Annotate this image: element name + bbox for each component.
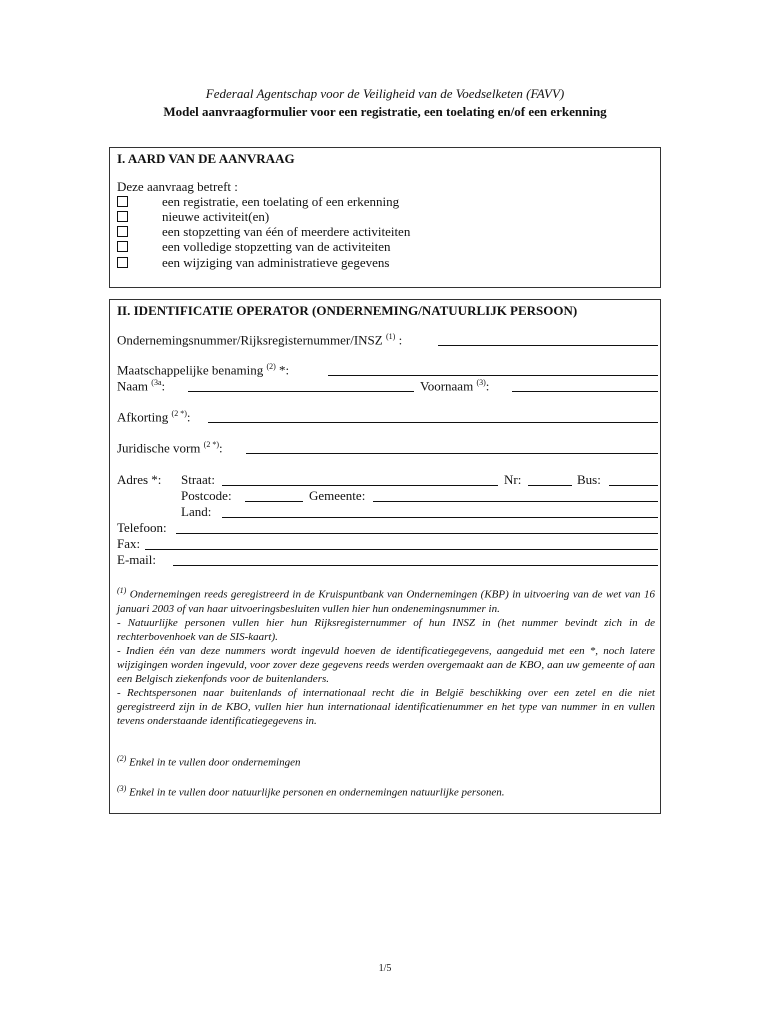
bus-label: Bus: [577, 472, 601, 487]
section-2-title: II. IDENTIFICATIE OPERATOR (ONDERNEMING/NATUURLIJK PERSOON) [117, 303, 578, 318]
bus-input[interactable] [609, 485, 658, 486]
checkbox-stop-activities[interactable] [117, 226, 128, 237]
option-full-stop: een volledige stopzetting van de activiteiten [162, 239, 391, 254]
country-input[interactable] [222, 517, 658, 518]
option-admin-change: een wijziging van administratieve gegevens [162, 255, 390, 270]
nr-label: Nr: [504, 472, 522, 487]
company-number-label: Ondernemingsnummer/Rijksregisternummer/INSZ $^{(1)}$ : [117, 332, 403, 348]
municipality-input[interactable] [373, 501, 658, 502]
checkbox-new-activity[interactable] [117, 211, 128, 222]
request-concerns-label: Deze aanvraag betreft : [117, 179, 238, 194]
postcode-label: Postcode: [181, 488, 232, 503]
page-number: 1/5 [378, 963, 392, 974]
nr-input[interactable] [528, 485, 572, 486]
option-stop-activities: een stopzetting van één of meerdere activiteiten [162, 224, 411, 239]
first-name-label: Voornaam $^{(3)}$: [420, 378, 490, 394]
phone-input[interactable] [176, 533, 658, 534]
legal-form-input[interactable] [246, 453, 658, 454]
name-input[interactable] [188, 391, 414, 392]
postcode-input[interactable] [245, 501, 303, 502]
fax-input[interactable] [145, 549, 658, 550]
company-name-input[interactable] [328, 375, 658, 376]
legal-form-label: Juridische vorm $^{(2 *)}$: [117, 440, 223, 456]
abbreviation-label: Afkorting $^{(2 *)}$: [117, 409, 191, 425]
section-1-title: I. AARD VAN DE AANVRAAG [117, 151, 295, 166]
form-title: Model aanvraagformulier voor een registratie, een toelating en/of een erkenning [163, 104, 607, 119]
email-input[interactable] [173, 565, 658, 566]
option-registration: een registratie, een toelating of een erkenning [162, 194, 400, 209]
name-label: Naam $^{(3a}$: [117, 378, 166, 394]
footnote-1: $^{(1)}$ Ondernemingen reeds geregistreerd in de Kruispuntbank van Ondernemingen (KBP) in uitvoering van de wet van 16 januari 2003 of van haar uitvoeringsbesluiten vullen hier hun ondenemingsnummer in. - Natuurlijke personen vullen hier hun Rijksregisternummer of hun INSZ in (het nummer bevindt zich in de rechterbovenhoek van de SIS-kaart). - Indien één van deze nummers wordt ingevuld hoeven de identificatiegegevens, aangeduid met een *, noch latere wijzigingen worden ingevuld, voor zover deze gegevens reeds werden overgemaakt aan de KBO, aan uw gemeente of aan een Belgisch ziekenfonds voor de buitenlanders. - Rechtspersonen naar buitenlands of internationaal recht die in België beschikking over een zetel en die niet geregistreerd zijn in de KBO, vullen hier hun internationaal identificatienummer en het type van nummer in en vullen tevens onderstaande identificatiegegevens in. [117, 586, 655, 727]
first-name-input[interactable] [512, 391, 658, 392]
footnote-3: $^{(3)}$ Enkel in te vullen door natuurlijke personen en ondernemingen natuurlijke personen. [117, 784, 505, 799]
footnote-2: $^{(2)}$ Enkel in te vullen door ondernemingen [117, 754, 301, 769]
phone-label: Telefoon: [117, 520, 167, 535]
company-number-input[interactable] [438, 345, 658, 346]
email-label: E-mail: [117, 552, 156, 567]
street-label: Straat: [181, 472, 215, 487]
fax-label: Fax: [117, 536, 141, 551]
municipality-label: Gemeente: [309, 488, 366, 503]
address-label: Adres *: [117, 472, 162, 487]
checkbox-registration[interactable] [117, 196, 128, 207]
option-new-activity: nieuwe activiteit(en) [162, 209, 270, 224]
agency-title: Federaal Agentschap voor de Veiligheid van de Voedselketen (FAVV) [205, 86, 565, 101]
checkbox-admin-change[interactable] [117, 257, 128, 268]
street-input[interactable] [222, 485, 498, 486]
country-label: Land: [181, 504, 212, 519]
company-name-label: Maatschappelijke benaming $^{(2)}$ *: [117, 362, 290, 378]
checkbox-full-stop[interactable] [117, 241, 128, 252]
abbreviation-input[interactable] [208, 422, 658, 423]
